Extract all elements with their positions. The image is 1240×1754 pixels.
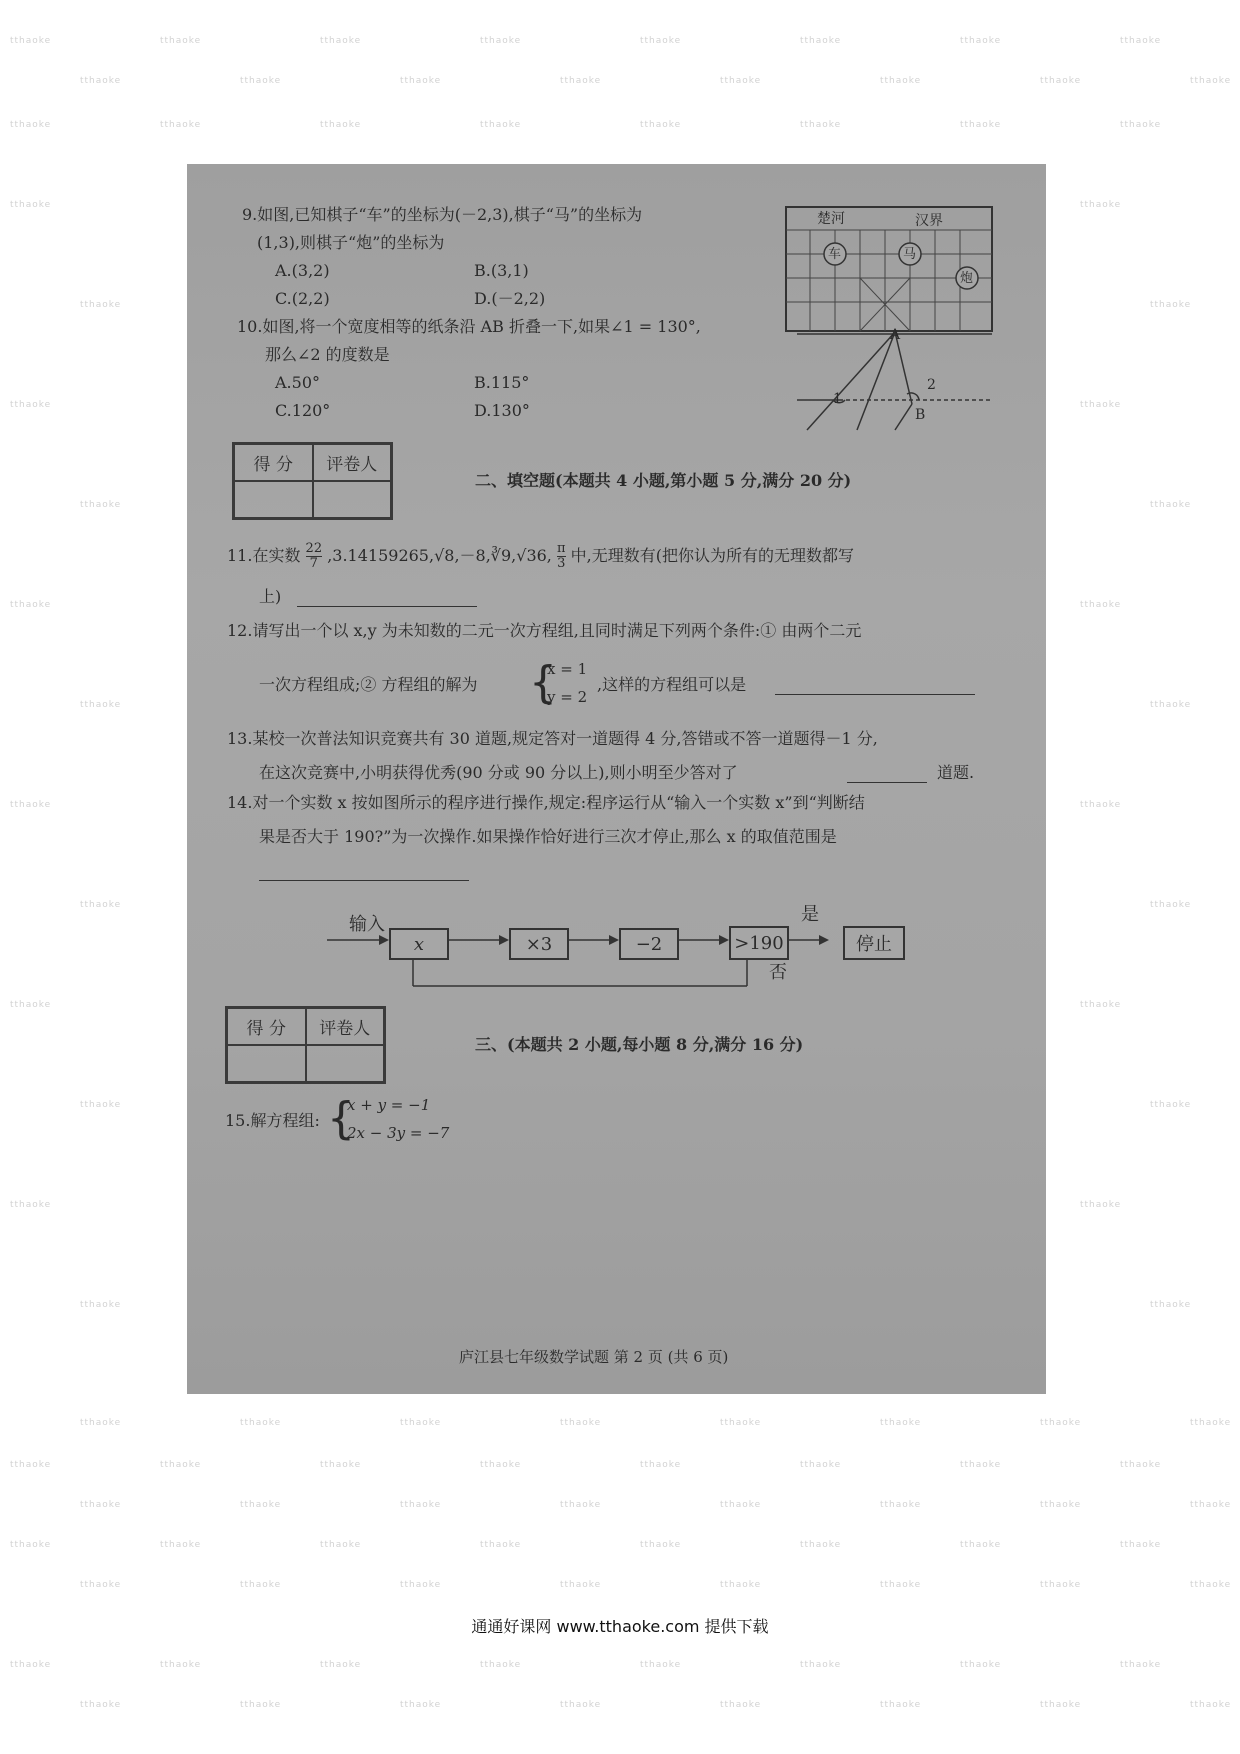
grader-cell bbox=[313, 481, 392, 518]
watermark-text: tthaoke bbox=[80, 900, 122, 910]
watermark-text: tthaoke bbox=[400, 1580, 442, 1590]
score-table-1 bbox=[232, 442, 393, 520]
watermark-text: tthaoke bbox=[800, 120, 842, 130]
q9-option-a: A.(3,2) bbox=[275, 261, 330, 280]
watermark-text: tthaoke bbox=[320, 1540, 362, 1550]
watermark-text: tthaoke bbox=[320, 1660, 362, 1670]
watermark-text: tthaoke bbox=[1080, 400, 1122, 410]
watermark-text: tthaoke bbox=[80, 1100, 122, 1110]
watermark-text: tthaoke bbox=[240, 76, 282, 86]
flow-box-x: x bbox=[389, 928, 449, 960]
section2-title: 二、填空题(本题共 4 小题,第小题 5 分,满分 20 分) bbox=[475, 471, 852, 490]
watermark-text: tthaoke bbox=[10, 120, 52, 130]
q11-middle: ,3.14159265,√8,－8,∛9,√36, bbox=[327, 546, 552, 565]
watermark-text: tthaoke bbox=[480, 1460, 522, 1470]
watermark-text: tthaoke bbox=[560, 1700, 602, 1710]
watermark-text: tthaoke bbox=[10, 800, 52, 810]
grader-label: 评卷人 bbox=[306, 1008, 385, 1045]
watermark-text: tthaoke bbox=[1150, 1300, 1192, 1310]
watermark-text: tthaoke bbox=[1150, 1100, 1192, 1110]
q11-pi-num: π bbox=[557, 541, 566, 556]
watermark-text: tthaoke bbox=[480, 120, 522, 130]
watermark-text: tthaoke bbox=[720, 1418, 762, 1428]
watermark-text: tthaoke bbox=[160, 1660, 202, 1670]
watermark-text: tthaoke bbox=[1080, 200, 1122, 210]
piece-ma: 马 bbox=[903, 247, 917, 262]
watermark-text: tthaoke bbox=[10, 1540, 52, 1550]
watermark-text: tthaoke bbox=[800, 1540, 842, 1550]
watermark-text: tthaoke bbox=[960, 120, 1002, 130]
flow-no-label: 否 bbox=[769, 962, 787, 983]
watermark-text: tthaoke bbox=[1040, 1580, 1082, 1590]
watermark-text: tthaoke bbox=[960, 1460, 1002, 1470]
watermark-text: tthaoke bbox=[10, 200, 52, 210]
watermark-text: tthaoke bbox=[1120, 1660, 1162, 1670]
watermark-text: tthaoke bbox=[80, 500, 122, 510]
q12-answer-blank[interactable] bbox=[775, 694, 975, 695]
watermark-text: tthaoke bbox=[720, 76, 762, 86]
watermark-text: tthaoke bbox=[320, 36, 362, 46]
watermark-text: tthaoke bbox=[240, 1580, 282, 1590]
q10-line2: 那么∠2 的度数是 bbox=[265, 345, 390, 364]
board-label-hanjie: 汉界 bbox=[915, 213, 943, 229]
watermark-text: tthaoke bbox=[80, 700, 122, 710]
watermark-text: tthaoke bbox=[1150, 900, 1192, 910]
watermark-text: tthaoke bbox=[560, 1500, 602, 1510]
flow-box-gt190: >190 bbox=[729, 926, 789, 960]
board-label-chuhe: 楚河 bbox=[817, 211, 845, 227]
watermark-text: tthaoke bbox=[480, 1660, 522, 1670]
watermark-text: tthaoke bbox=[10, 1660, 52, 1670]
watermark-text: tthaoke bbox=[960, 1540, 1002, 1550]
watermark-text: tthaoke bbox=[1150, 700, 1192, 710]
watermark-text: tthaoke bbox=[1040, 1418, 1082, 1428]
flow-box-stop: 停止 bbox=[843, 926, 905, 960]
q11-suffix: 中,无理数有(把你认为所有的无理数都写 bbox=[570, 546, 854, 565]
q12-sol1: x = 1 bbox=[547, 660, 588, 678]
watermark-text: tthaoke bbox=[1120, 1460, 1162, 1470]
flow-input-label: 输入 bbox=[349, 914, 385, 935]
watermark-text: tthaoke bbox=[800, 36, 842, 46]
q9-option-b: B.(3,1) bbox=[474, 261, 529, 280]
grader-cell bbox=[306, 1045, 385, 1082]
watermark-text: tthaoke bbox=[720, 1580, 762, 1590]
watermark-text: tthaoke bbox=[1080, 800, 1122, 810]
watermark-text: tthaoke bbox=[1190, 1700, 1232, 1710]
watermark-text: tthaoke bbox=[1150, 500, 1192, 510]
q11-frac-den: 7 bbox=[309, 556, 318, 571]
watermark-text: tthaoke bbox=[1080, 1000, 1122, 1010]
watermark-text: tthaoke bbox=[1150, 300, 1192, 310]
watermark-text: tthaoke bbox=[1120, 120, 1162, 130]
q13-line1: 13.某校一次普法知识竞赛共有 30 道题,规定答对一道题得 4 分,答错或不答一道题得－1 分, bbox=[227, 729, 878, 748]
watermark-text: tthaoke bbox=[80, 1418, 122, 1428]
watermark-text: tthaoke bbox=[880, 1418, 922, 1428]
q15-prefix: 15.解方程组: bbox=[225, 1111, 320, 1130]
watermark-text: tthaoke bbox=[1190, 1580, 1232, 1590]
watermark-text: tthaoke bbox=[10, 400, 52, 410]
q10-option-c: C.120° bbox=[275, 401, 331, 420]
watermark-text: tthaoke bbox=[240, 1418, 282, 1428]
q11-line2: 上) bbox=[259, 587, 282, 606]
watermark-text: tthaoke bbox=[1190, 1418, 1232, 1428]
watermark-text: tthaoke bbox=[720, 1700, 762, 1710]
watermark-text: tthaoke bbox=[320, 120, 362, 130]
watermark-text: tthaoke bbox=[80, 1580, 122, 1590]
watermark-text: tthaoke bbox=[10, 1200, 52, 1210]
watermark-text: tthaoke bbox=[80, 300, 122, 310]
watermark-text: tthaoke bbox=[880, 1580, 922, 1590]
score-table-2 bbox=[225, 1006, 386, 1084]
q13-line2-end: 道题. bbox=[937, 763, 975, 782]
watermark-text: tthaoke bbox=[80, 1500, 122, 1510]
watermark-text: tthaoke bbox=[10, 1460, 52, 1470]
grader-label: 评卷人 bbox=[313, 444, 392, 481]
q14-line1: 14.对一个实数 x 按如图所示的程序进行操作,规定:程序运行从“输入一个实数 x”到“判断结 bbox=[227, 793, 865, 812]
q15-eq1: x + y = −1 bbox=[347, 1096, 431, 1114]
q12-line2-prefix: 一次方程组成;② 方程组的解为 bbox=[259, 675, 478, 694]
q9-option-d: D.(－2,2) bbox=[474, 289, 546, 308]
watermark-text: tthaoke bbox=[1120, 36, 1162, 46]
exam-page-photo bbox=[187, 164, 1046, 1394]
watermark-text: tthaoke bbox=[960, 36, 1002, 46]
watermark-text: tthaoke bbox=[800, 1660, 842, 1670]
score-cell bbox=[234, 481, 313, 518]
watermark-text: tthaoke bbox=[1040, 1700, 1082, 1710]
watermark-text: tthaoke bbox=[80, 1300, 122, 1310]
watermark-text: tthaoke bbox=[400, 76, 442, 86]
q14-answer-blank[interactable] bbox=[259, 880, 469, 881]
watermark-text: tthaoke bbox=[880, 1700, 922, 1710]
q11-answer-blank[interactable] bbox=[297, 606, 477, 607]
q10-option-d: D.130° bbox=[474, 401, 530, 420]
watermark-text: tthaoke bbox=[640, 1460, 682, 1470]
score-label: 得 分 bbox=[227, 1008, 306, 1045]
watermark-text: tthaoke bbox=[10, 36, 52, 46]
watermark-text: tthaoke bbox=[320, 1460, 362, 1470]
watermark-text: tthaoke bbox=[720, 1500, 762, 1510]
q12-sol2: y = 2 bbox=[547, 688, 588, 706]
watermark-text: tthaoke bbox=[960, 1660, 1002, 1670]
section3-title: 三、(本题共 2 小题,每小题 8 分,满分 16 分) bbox=[475, 1035, 804, 1054]
q9-line1: 9.如图,已知棋子“车”的坐标为(－2,3),棋子“马”的坐标为 bbox=[242, 205, 643, 224]
watermark-text: tthaoke bbox=[240, 1700, 282, 1710]
watermark-text: tthaoke bbox=[160, 120, 202, 130]
q14-line2: 果是否大于 190?”为一次操作.如果操作恰好进行三次才停止,那么 x 的取值范围是 bbox=[259, 827, 837, 846]
q11-frac-num: 22 bbox=[305, 541, 323, 556]
watermark-text: tthaoke bbox=[480, 36, 522, 46]
watermark-text: tthaoke bbox=[640, 36, 682, 46]
watermark-text: tthaoke bbox=[480, 1540, 522, 1550]
q13-answer-blank[interactable] bbox=[847, 782, 927, 783]
flow-box-times3: ×3 bbox=[509, 928, 569, 960]
watermark-text: tthaoke bbox=[400, 1500, 442, 1510]
q15-brace: { bbox=[327, 1093, 355, 1144]
watermark-text: tthaoke bbox=[640, 1660, 682, 1670]
watermark-text: tthaoke bbox=[560, 76, 602, 86]
q13-line2: 在这次竞赛中,小明获得优秀(90 分或 90 分以上),则小明至少答对了 bbox=[259, 763, 738, 782]
score-cell bbox=[227, 1045, 306, 1082]
q10-fig-label-2: 2 bbox=[927, 377, 936, 393]
watermark-text: tthaoke bbox=[1120, 1540, 1162, 1550]
q10-fig-label-b: B bbox=[915, 407, 926, 423]
q11-pi-den: 3 bbox=[557, 556, 566, 571]
watermark-text: tthaoke bbox=[400, 1700, 442, 1710]
watermark-text: tthaoke bbox=[400, 1418, 442, 1428]
q9-line2: (1,3),则棋子“炮”的坐标为 bbox=[257, 233, 445, 252]
flow-yes-label: 是 bbox=[801, 904, 819, 925]
q10-line1: 10.如图,将一个宽度相等的纸条沿 AB 折叠一下,如果∠1 = 130°, bbox=[237, 317, 701, 336]
watermark-text: tthaoke bbox=[1080, 600, 1122, 610]
watermark-text: tthaoke bbox=[1190, 1500, 1232, 1510]
watermark-text: tthaoke bbox=[640, 1540, 682, 1550]
watermark-text: tthaoke bbox=[10, 1000, 52, 1010]
watermark-text: tthaoke bbox=[1040, 76, 1082, 86]
q10-fig-label-a: A bbox=[890, 327, 901, 343]
q15-eq2: 2x − 3y = −7 bbox=[347, 1124, 450, 1142]
watermark-text: tthaoke bbox=[80, 1700, 122, 1710]
watermark-text: tthaoke bbox=[800, 1460, 842, 1470]
q11-line1 bbox=[227, 542, 854, 571]
q10-fig-label-1: 1 bbox=[833, 391, 842, 407]
watermark-text: tthaoke bbox=[560, 1418, 602, 1428]
watermark-text: tthaoke bbox=[160, 1540, 202, 1550]
q10-option-a: A.50° bbox=[275, 373, 320, 392]
watermark-text: tthaoke bbox=[880, 1500, 922, 1510]
watermark-text: tthaoke bbox=[80, 76, 122, 86]
q10-option-b: B.115° bbox=[474, 373, 530, 392]
q11-prefix: 11.在实数 bbox=[227, 546, 301, 565]
watermark-text: tthaoke bbox=[240, 1500, 282, 1510]
watermark-text: tthaoke bbox=[880, 76, 922, 86]
watermark-text: tthaoke bbox=[10, 600, 52, 610]
flow-box-minus2: −2 bbox=[619, 928, 679, 960]
watermark-text: tthaoke bbox=[1080, 1200, 1122, 1210]
watermark-text: tthaoke bbox=[1040, 1500, 1082, 1510]
watermark-text: tthaoke bbox=[160, 36, 202, 46]
watermark-text: tthaoke bbox=[640, 120, 682, 130]
watermark-text: tthaoke bbox=[1190, 76, 1232, 86]
watermark-text: tthaoke bbox=[560, 1580, 602, 1590]
q9-option-c: C.(2,2) bbox=[275, 289, 330, 308]
piece-che: 车 bbox=[828, 247, 842, 262]
q12-line2-suffix: ,这样的方程组可以是 bbox=[597, 675, 747, 694]
score-label: 得 分 bbox=[234, 444, 313, 481]
watermark-text: tthaoke bbox=[160, 1460, 202, 1470]
q12-brace: { bbox=[529, 657, 557, 708]
site-footer: 通通好课网 www.tthaoke.com 提供下载 bbox=[471, 1617, 769, 1636]
exam-page-footer: 庐江县七年级数学试题 第 2 页 (共 6 页) bbox=[459, 1348, 729, 1366]
piece-pao: 炮 bbox=[960, 271, 974, 286]
q12-line1: 12.请写出一个以 x,y 为未知数的二元一次方程组,且同时满足下列两个条件:① 由两个二元 bbox=[227, 621, 862, 640]
